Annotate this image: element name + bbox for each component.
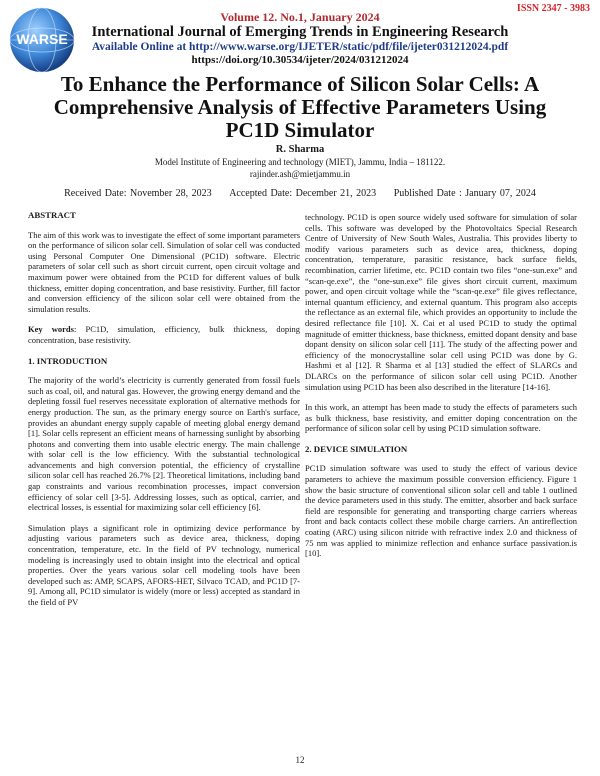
author-affiliation: Model Institute of Engineering and technology (MIET), Jammu, India – 181122. [154,157,446,167]
abstract-text: The aim of this work was to investigate the effect of some important parameters on the performance of silicon solar cell. Simulation of solar cell was conducted using Personal Computer One Dimensional (PC1D) software. Electric parameters of solar cell such as short circuit current, open circuit voltage and maximum power were obtained from the PC1D for different values of bulk thickness, emitter doping concentration, and base resistivity. Further, fill factor and conversion efficiency of the silicon solar cell were obtained from the simulation results. [28,229,300,314]
published-date: Published Date : January 07, 2024 [393,188,536,199]
right-paragraph-1: technology. PC1D is open source widely used software for simulation of solar cells. This software was developed by the Photovoltaics Special Research Centre of University of New South Wales, Australia. This provides liberty to modify various parameters such as device area, thickness, doping concentration, temperature, parasitic resistance, back surface fields, recombination, carrier lifetime, etc. PC1D contain two files “one-sun.exe” and “scan-qe.exe”, the “one-sun.exe” file gives short circuit current, maximum power, and open circuit voltage while the “scan-qe.exe” file gives reflectance, internal quantum efficiency, and external quantum. This program also accepts the reflectance as an external file, which provides an opportunity to include the desired reflectance file [10]. X. Cai et al used PC1D to study the optimal magnitude of emitter thickness, base thickness, emitted dopant density and base dopant density on silicon solar cell [11]. The study of the affecting power and efficiency of the monocrystalline solar cell using PC1D was done by G. Hashmi et al [12]. R Sharma et al [13] studied the effect of SLARCs and DLARCs on the performance of silicon solar cell using PC1D. Another simulation using PC1D has been also described in the literature [14-16]. [305,212,577,392]
doi-link[interactable]: https://doi.org/10.30534/ijeter/2024/031212024 [191,54,409,66]
received-date: Received Date: November 28, 2023 [64,188,212,199]
publication-dates [0,188,600,199]
accepted-date: Accepted Date: December 21, 2023 [229,188,377,199]
page-number: 12 [295,755,305,765]
issn-number: ISSN 2347 - 3983 [516,3,590,14]
introduction-paragraph-2: Simulation plays a significant role in optimizing device performance by adjusting various parameters such as device area, thickness, doping concentration, temperature, etc. In the field of PV technology, numerical modeling is increasingly used to obtain insight into the electrical and optical properties. Over the years various solar cell modeling tools have been developed such as: AMP, SCAPS, AFORS-HET, Silvaco TCAD, and PC1D [7-9]. Among all, PC1D simulator is widely (more or less) accepted as standard in the field of PV [28,522,300,607]
keywords [28,324,300,345]
right-column [305,212,577,569]
keywords-text: : PC1D, simulation, efficiency, bulk thickness, doping concentration, base resistivity. [28,324,300,345]
device-simulation-paragraph: PC1D simulation software was used to study the effect of various device parameters to achieve the maximum possible conversion efficiency. Figure 1 show the basic structure of conventional silicon solar cell and table 1 outlined the device parameters used in this study. The emitter, absorber and back surface field are responsible for generating and transporting charge carriers whereas front and back contacts collect these mobile charge carriers. An antireflection coating (ARC) using silicon nitride with refractive index 2.0 and thickness of 75 nm was applied to minimize reflection and enhance surface passivation.is [10]. [305,463,577,559]
right-paragraph-2: In this work, an attempt has been made to study the effects of parameters such as bulk thickness, base resistivity, and emitter doping concentration on the performance of silicon solar cell by using PC1D simulation software. [305,402,577,434]
available-online-link[interactable]: Available Online at http://www.warse.org/IJETER/static/pdf/file/ijeter031212024.pdf [91,41,509,53]
logo-text: WARSE [16,31,68,47]
left-column [28,210,300,618]
paper-title: To Enhance the Performance of Silicon Solar Cells: A Comprehensive Analysis of Effective Parameters Using PC1D Simulator [53,72,547,142]
introduction-heading: 1. INTRODUCTION [28,355,108,366]
author-email[interactable]: rajinder.ash@mietjammu.in [249,169,351,179]
device-simulation-heading: 2. DEVICE SIMULATION [305,443,408,454]
keywords-label: Key words [28,324,74,335]
abstract-heading: ABSTRACT [28,210,76,220]
introduction-paragraph-1: The majority of the world’s electricity is currently generated from fossil fuels such as coal, oil, and natural gas. However, the growing energy demand and the depleting fossil fuel reserves necessitate exploration of alternative methods for energy production. The sun, as the primary energy source on Earth's surface, provides an abundant energy supply capable of meeting global energy demand [1]. Solar cells represent an efficient means of harnessing sunlight by absorbing photons and converting them into usable electric energy. The main challenge with solar cell is the low efficiency. With the substantial technological advancements and high conversion potential, the efficiency of crystalline silicon solar cell has reached 26.7% [2]. Theoretical limitations, including band gap constraints and various recombination processes, impact conversion efficiency of solar cell [3-5]. Addressing losses, such as optical, carrier, and electrical losses, is essential for maximizing solar cell efficiency [6]. [28,375,300,513]
author-name: R. Sharma [275,144,325,155]
journal-title: International Journal of Emerging Trends in Engineering Research [91,24,509,40]
volume-issue: Volume 12. No.1, January 2024 [220,10,380,24]
